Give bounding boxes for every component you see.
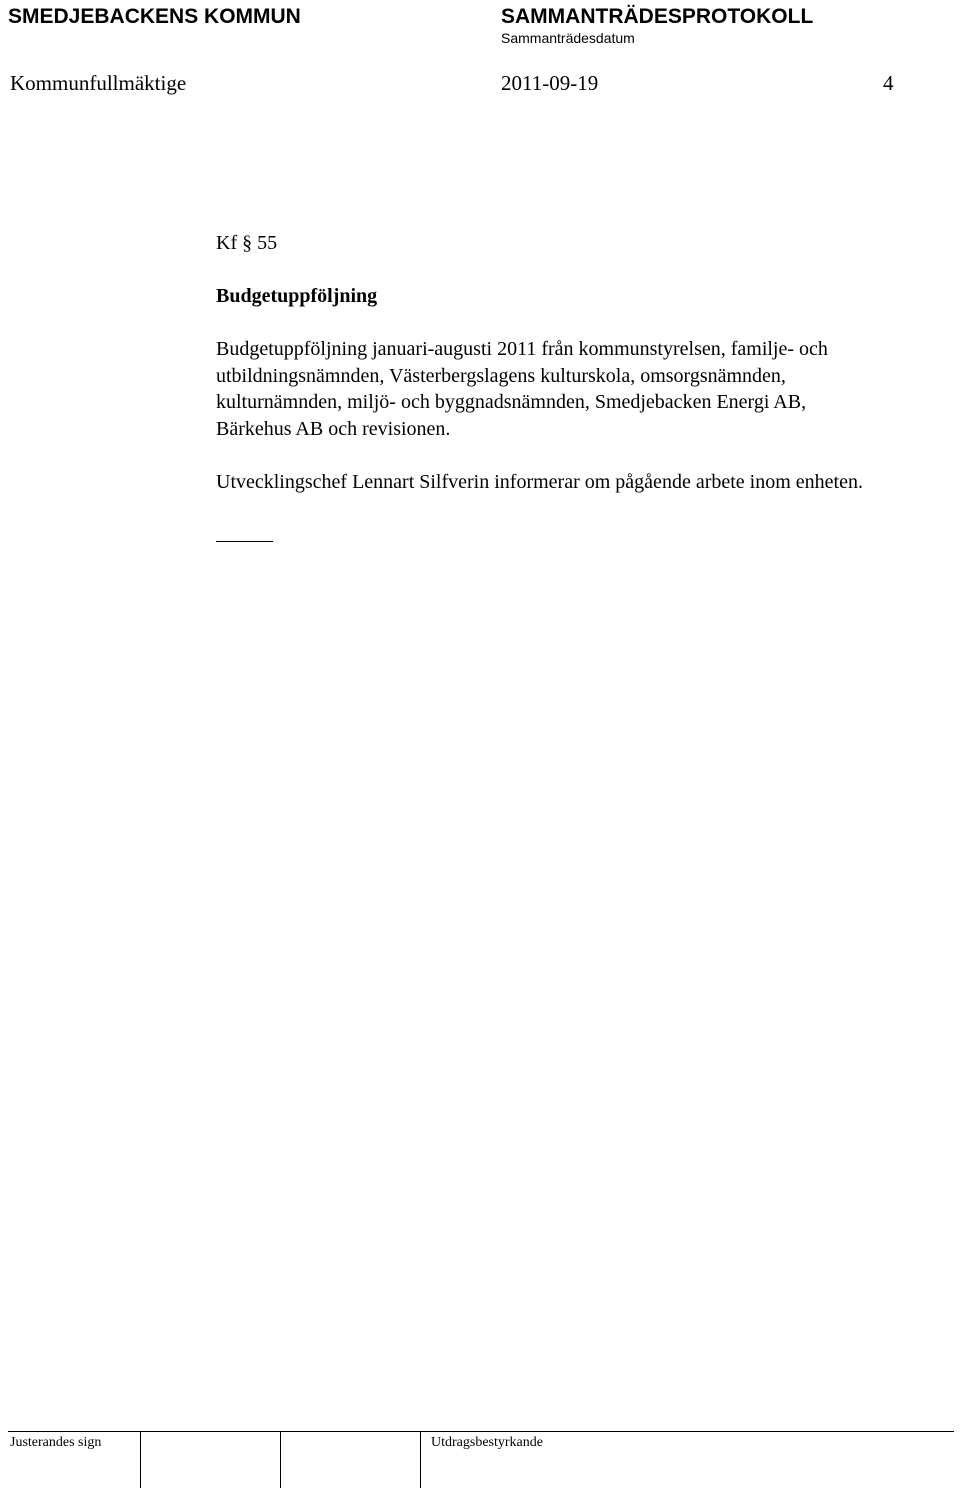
- meeting-date: 2011-09-19: [501, 71, 599, 95]
- section-end-rule: [216, 541, 273, 542]
- meeting-date-label: Sammanträdesdatum: [501, 30, 635, 46]
- signature-label: Justerandes sign: [10, 1435, 102, 1450]
- section-title: Budgetuppföljning: [216, 285, 378, 307]
- body-text-line: utbildningsnämnden, Västerbergslagens kulturskola, omsorgsnämnden,: [216, 364, 786, 387]
- extract-label: Utdragsbestyrkande: [431, 1435, 543, 1450]
- body-text-line: kulturnämnden, miljö- och byggnadsnämnden, Smedjebacken Energi AB,: [216, 391, 807, 413]
- page-number: 4: [883, 71, 894, 95]
- organisation-name: SMEDJEBACKENS KOMMUN: [8, 5, 301, 28]
- meeting-body: Kommunfullmäktige: [10, 71, 187, 95]
- signature-cell: [141, 1432, 281, 1488]
- signature-cell: [281, 1432, 421, 1488]
- information-text: Utvecklingschef Lennart Silfverin informerar om pågående arbete inom enheten.: [216, 471, 863, 493]
- body-text-line: Budgetuppföljning januari-augusti 2011 från kommunstyrelsen, familje- och: [216, 338, 828, 360]
- body-text-line: Bärkehus AB och revisionen.: [216, 417, 451, 440]
- document-type: SAMMANTRÄDESPROTOKOLL: [501, 5, 814, 28]
- signature-footer: [8, 1431, 954, 1488]
- section-body-text: [216, 336, 936, 442]
- paragraph-id: Kf § 55: [216, 232, 278, 254]
